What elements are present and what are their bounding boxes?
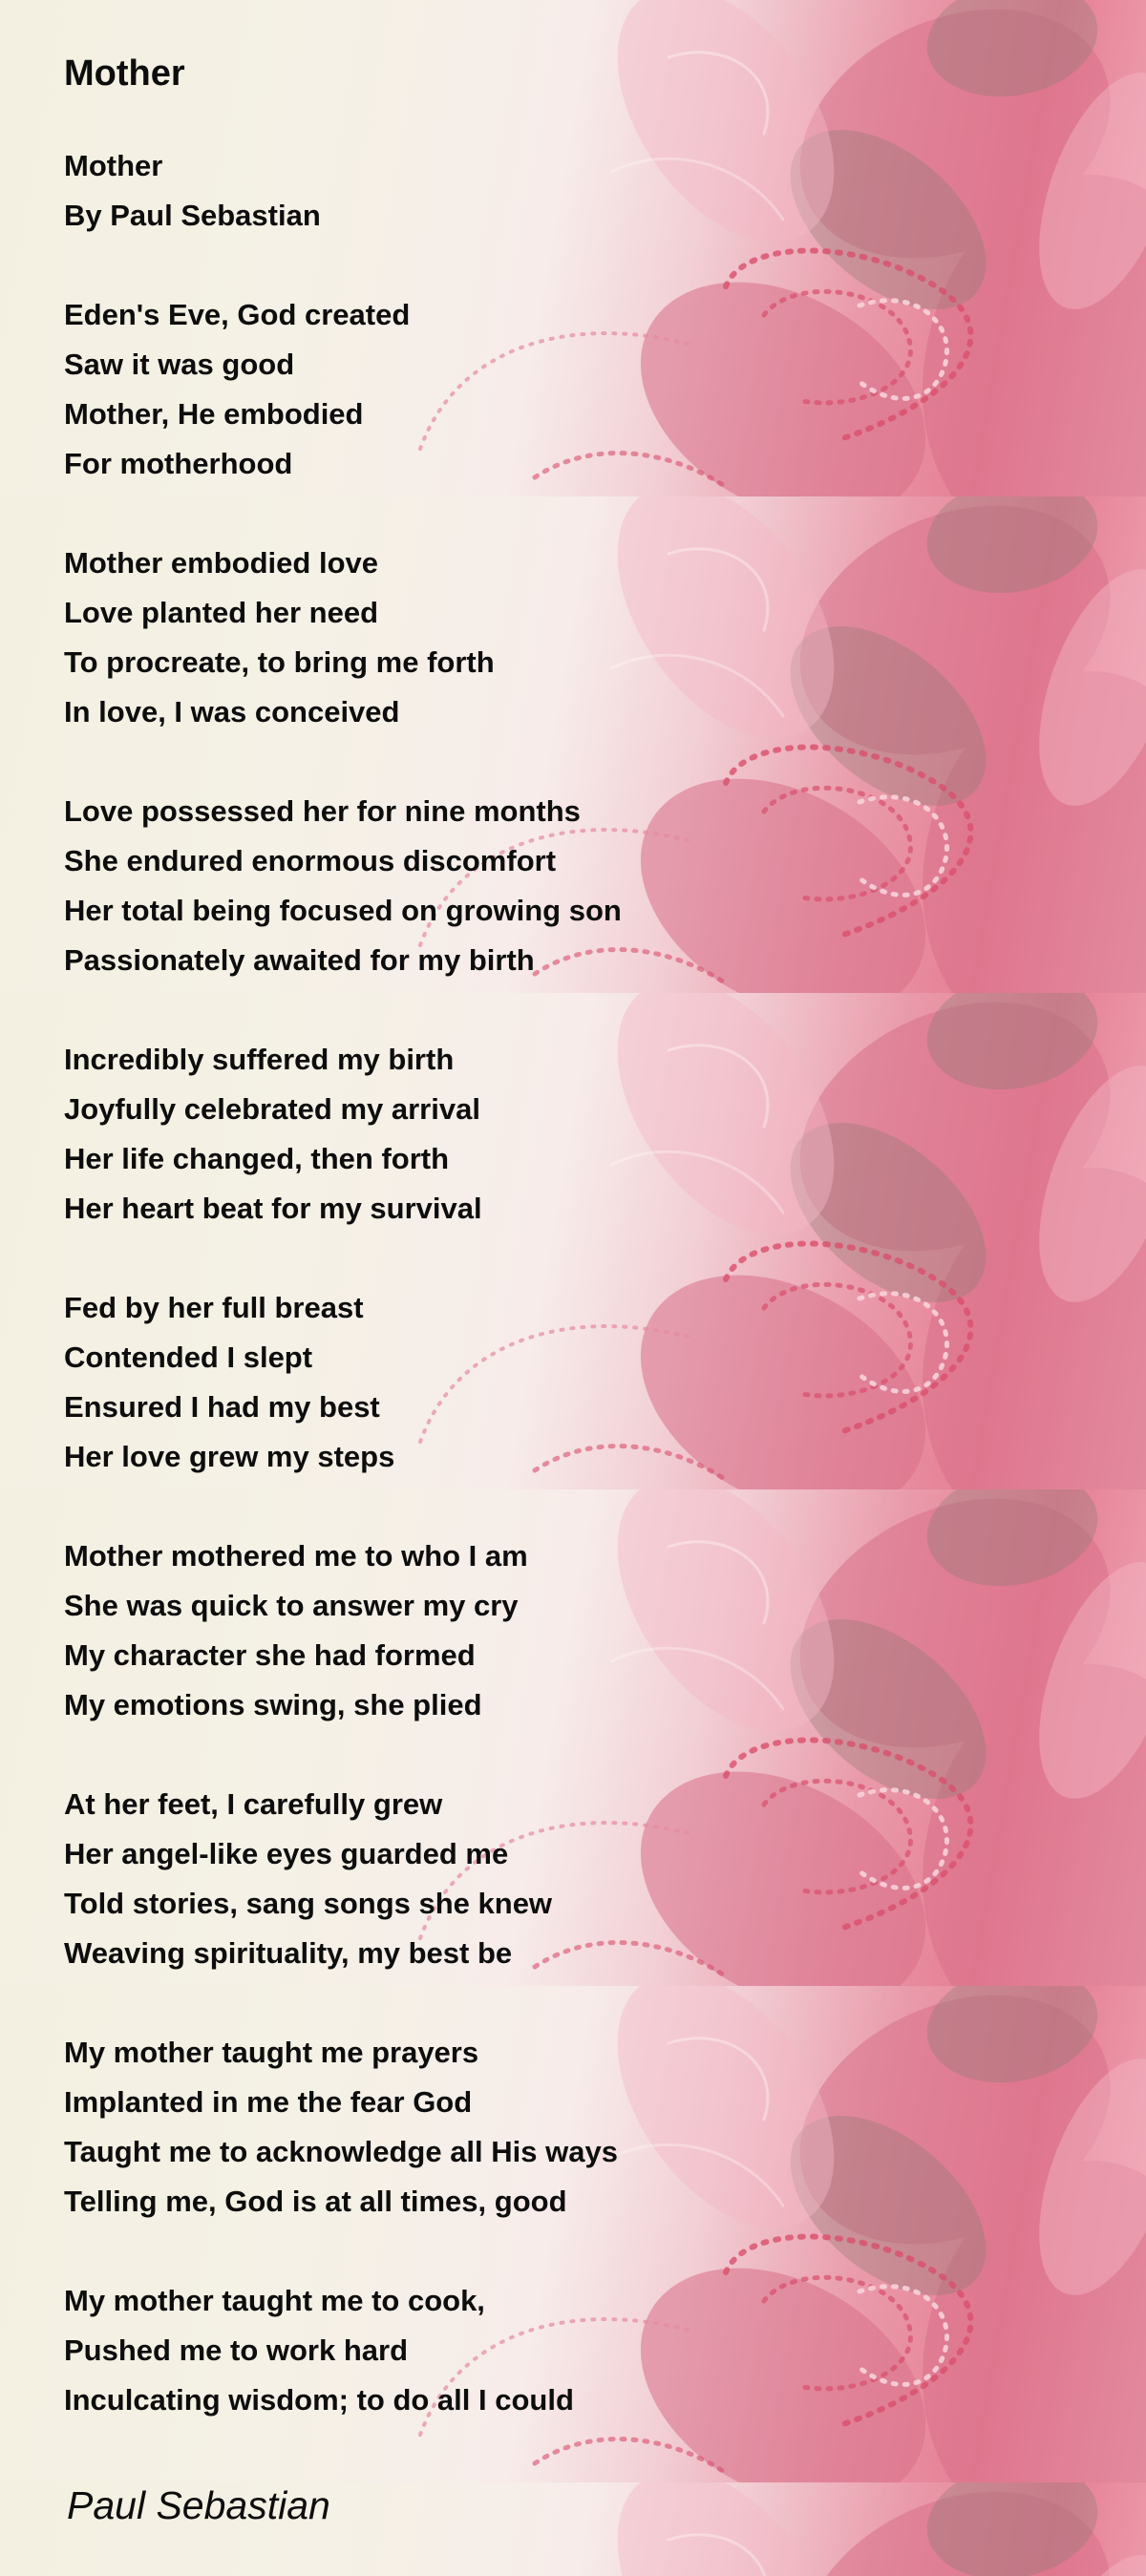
poem-line: My character she had formed <box>64 1638 476 1672</box>
poem-line: Contended I slept <box>64 1341 313 1374</box>
poem-line: Mother, He embodied <box>64 397 364 431</box>
poem-line: Mother mothered me to who I am <box>64 1539 528 1573</box>
poem-line: In love, I was conceived <box>64 695 400 728</box>
poem-line: At her feet, I carefully grew <box>64 1787 443 1821</box>
poem-line: She was quick to answer my cry <box>64 1589 519 1622</box>
poem-line: By Paul Sebastian <box>64 199 321 232</box>
poem-line: My mother taught me to cook, <box>64 2284 485 2317</box>
poem-line: Saw it was good <box>64 348 295 381</box>
poem-line: Passionately awaited for my birth <box>64 943 535 977</box>
poem-line: She endured enormous discomfort <box>64 844 557 877</box>
poem-line: My mother taught me prayers <box>64 2036 479 2069</box>
poem-line: My emotions swing, she plied <box>64 1688 482 1721</box>
poem-line: Fed by her full breast <box>64 1291 364 1324</box>
poem-line: To procreate, to bring me forth <box>64 645 495 679</box>
poem-line: Incredibly suffered my birth <box>64 1043 455 1076</box>
poem-line: Her life changed, then forth <box>64 1142 450 1175</box>
poem-line: Ensured I had my best <box>64 1390 380 1424</box>
poem-line: Taught me to acknowledge all His ways <box>64 2135 618 2168</box>
poem-line: Love possessed her for nine months <box>64 794 581 828</box>
poem-line: Love planted her need <box>64 596 379 629</box>
poem-line: Eden's Eve, God created <box>64 298 411 331</box>
poem-line: Pushed me to work hard <box>64 2333 409 2367</box>
poem-line: Told stories, sang songs she knew <box>64 1887 553 1920</box>
poem-line: Telling me, God is at all times, good <box>64 2185 567 2218</box>
author-signature: Paul Sebastian <box>67 2483 330 2527</box>
poem-line: Mother embodied love <box>64 546 378 580</box>
poem-line: Weaving spirituality, my best be <box>64 1936 513 1970</box>
poem-line: Her total being focused on growing son <box>64 894 622 927</box>
poem-line: Mother <box>64 149 163 182</box>
poem-line: Her heart beat for my survival <box>64 1192 482 1225</box>
poem-line: Her angel-like eyes guarded me <box>64 1837 509 1870</box>
poem-line: Her love grew my steps <box>64 1440 395 1473</box>
poem-line: Joyfully celebrated my arrival <box>64 1092 480 1126</box>
poem-line: Implanted in me the fear God <box>64 2085 473 2119</box>
poem-line: Inculcating wisdom; to do all I could <box>64 2383 574 2417</box>
poem-title: Mother <box>64 53 185 94</box>
poem-line: For motherhood <box>64 447 293 480</box>
